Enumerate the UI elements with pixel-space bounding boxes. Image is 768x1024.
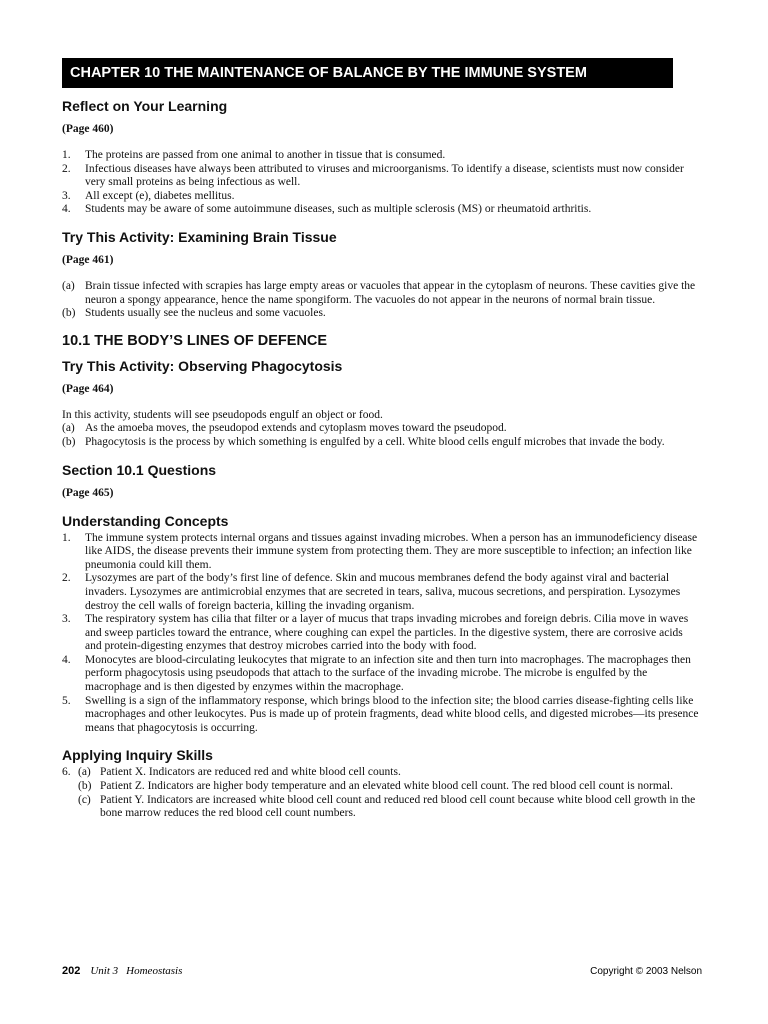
phago-list [62, 422, 702, 449]
inquiry-list [62, 766, 702, 820]
list-item [62, 149, 702, 163]
list-item [62, 163, 702, 190]
item-number: 4. [62, 203, 71, 216]
list-item [62, 307, 702, 321]
item-number: 2. [62, 162, 71, 175]
item-number: 3. [62, 189, 71, 202]
item-number: 2. [62, 572, 71, 585]
understanding-list [62, 532, 702, 736]
item-number: 5. [62, 694, 71, 707]
list-item [62, 613, 702, 654]
item-text: The proteins are passed from one animal to another in tissue that is consumed. [85, 149, 446, 161]
item-letter: (a) [62, 422, 75, 435]
questions-page-ref: (Page 465) [62, 486, 114, 499]
item-letter: (a) [78, 766, 91, 779]
section-title: 10.1 THE BODY’S LINES OF DEFENCE [62, 332, 328, 349]
page-footer [62, 965, 702, 977]
list-item [62, 766, 702, 780]
phago-heading: Try This Activity: Observing Phagocytosis [62, 357, 343, 374]
questions-heading: Section 10.1 Questions [62, 461, 217, 478]
item-text: Monocytes are blood-circulating leukocytes that migrate to an infection site and then turn into macrophages. The macrophages then perform phagocytosis using pseudopods that attach to the surface of the invading microbe. The microbe is engulfed by the macrophage and is then digested by enzymes within the macrophage. [85, 653, 691, 694]
item-text: Phagocytosis is the process by which something is engulfed by a cell. White blood cells engulf microbes that invade the body. [85, 435, 665, 448]
list-item [62, 190, 702, 204]
reflect-page-ref: (Page 460) [62, 123, 114, 135]
item-text: All except (e), diabetes mellitus. [85, 189, 235, 202]
item-text: As the amoeba moves, the pseudopod extends and cytoplasm moves toward the pseudopod. [85, 422, 507, 435]
brain-heading: Try This Activity: Examining Brain Tissue [62, 228, 337, 245]
document-page [62, 58, 702, 821]
item-number: 1. [62, 531, 71, 544]
item-letter: (b) [62, 307, 76, 320]
item-text: Patient Z. Indicators are higher body temperature and an elevated white blood cell count. The red blood cell count is normal. [100, 780, 674, 793]
list-item [62, 280, 702, 307]
list-item [62, 203, 702, 217]
brain-page-ref: (Page 461) [62, 253, 114, 266]
list-item [62, 654, 702, 695]
understanding-heading: Understanding Concepts [62, 512, 229, 529]
item-text: Infectious diseases have always been attributed to viruses and microorganisms. To identify a disease, scientists must now consider very small proteins as being infectious as well. [85, 162, 684, 189]
item-letter: (a) [62, 279, 75, 292]
item-letter: (b) [78, 780, 92, 793]
item-letter: (c) [78, 793, 91, 806]
list-item [62, 422, 702, 436]
list-item [62, 780, 702, 794]
phago-intro: In this activity, students will see pseudopods engulf an object or food. [62, 408, 383, 421]
list-item [62, 436, 702, 450]
footer-left [62, 965, 182, 977]
item-text: Lysozymes are part of the body’s first line of defence. Skin and mucous membranes defend the body against viral and bacterial invaders. Lysozymes are antimicrobial enzymes that are secreted in tears, saliva, mucous secretions, and perspiration. Lysozymes destroy the cell walls of foreign bacteria, killing the invading organism. [85, 572, 681, 612]
item-text: The respiratory system has cilia that filter or a layer of mucus that traps invading microbes and foreign debris. Cilia move in waves and sweep particles toward the entrance, where coughing can expel the particles. In the digestive system, there are corrosive acids and protein-digesting enzymes that destroy microbes carried into the body with food. [85, 613, 689, 653]
item-text: Brain tissue infected with scrapies has large empty areas or vacuoles that appear in the cytoplasm of neurons. These cavities give the neuron a spongy appearance, hence the name spongiform. The vacuoles do not appear in the neurons of normal brain tissue. [85, 279, 696, 306]
item-number: 3. [62, 613, 71, 626]
list-item [62, 695, 702, 736]
reflect-heading: Reflect on Your Learning [62, 98, 228, 114]
footer-section: Homeostasis [126, 965, 183, 977]
page-number: 202 [62, 965, 81, 977]
list-item [62, 572, 702, 613]
item-text: Students usually see the nucleus and some vacuoles. [85, 307, 326, 320]
list-item [62, 532, 702, 573]
item-letter: (b) [62, 435, 76, 448]
item-number: 4. [62, 653, 71, 666]
item-text: Patient X. Indicators are reduced red and white blood cell counts. [100, 766, 401, 779]
chapter-title: CHAPTER 10 THE MAINTENANCE OF BALANCE BY THE IMMUNE SYSTEM [62, 58, 673, 88]
reflect-list [62, 149, 702, 217]
item-text: Students may be aware of some autoimmune diseases, such as multiple sclerosis (MS) or rheumatoid arthritis. [85, 203, 592, 216]
footer-unit: Unit 3 [90, 965, 119, 977]
item-text: The immune system protects internal organs and tissues against invading microbes. When a person has an immunodeficiency disease like AIDS, the disease prevents their immune system from protecting them. They are more susceptible to infection; an infection like pneumonia could kill them. [85, 531, 698, 571]
item-text: Swelling is a sign of the inflammatory response, which brings blood to the infection site; the blood carries disease-fighting cells like macrophages and other leukocytes. Pus is made up of protein fragments, dead white blood cells, and digested microbes—its presence means that phagocytosis is occurring. [85, 694, 699, 734]
item-number: 6. [62, 766, 71, 779]
list-item [62, 794, 702, 821]
phago-page-ref: (Page 464) [62, 382, 114, 395]
brain-list [62, 280, 702, 321]
item-text: Patient Y. Indicators are increased white blood cell count and reduced red blood cell count because white blood cell growth in the bone marrow reduces the red blood cell count numbers. [100, 793, 696, 820]
inquiry-heading: Applying Inquiry Skills [62, 747, 213, 764]
item-number: 1. [62, 149, 71, 161]
copyright: Copyright © 2003 Nelson [590, 966, 702, 977]
